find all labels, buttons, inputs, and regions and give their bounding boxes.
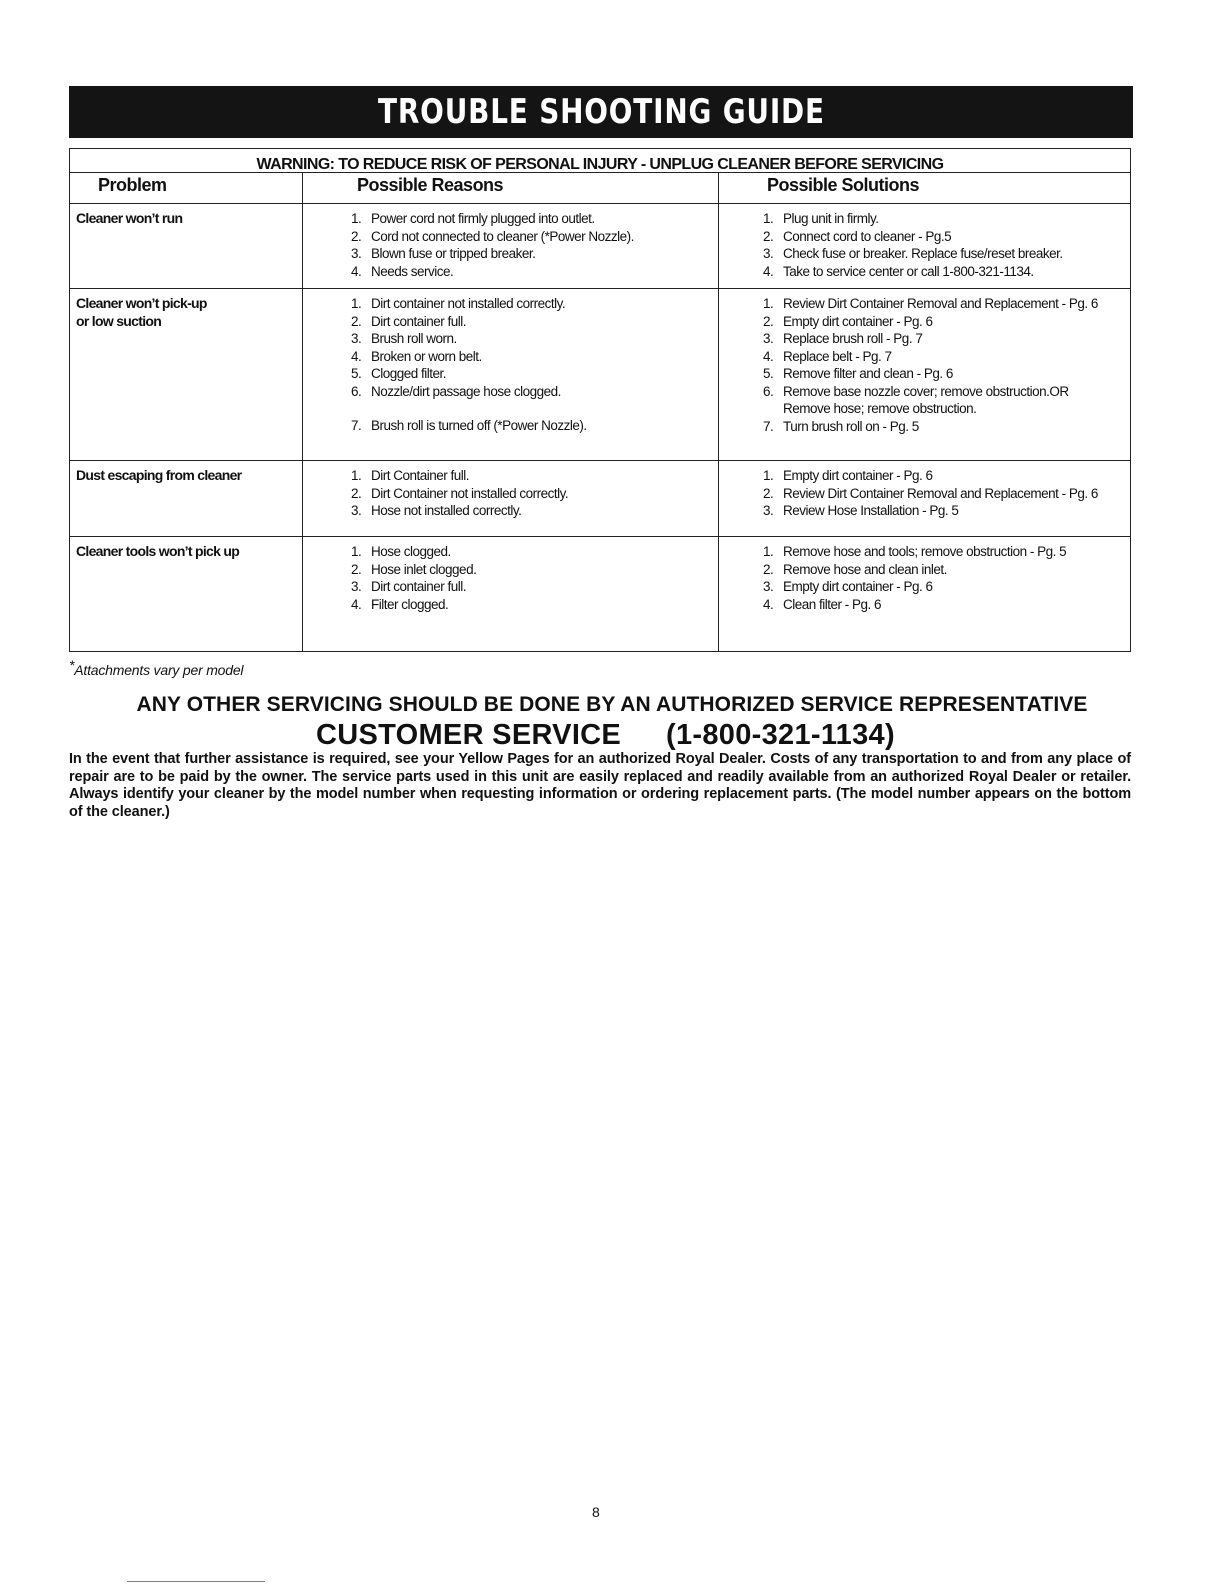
solutions-cell <box>718 537 1130 651</box>
item-number: 4. <box>351 596 362 612</box>
reason-item <box>351 485 718 503</box>
item-number: 5. <box>763 366 774 381</box>
reason-item <box>351 263 718 281</box>
item-number: 2. <box>351 561 362 577</box>
item-number: 3. <box>763 579 774 594</box>
page-title: TROUBLE SHOOTING GUIDE <box>377 92 825 132</box>
item-text: Brush roll worn. <box>371 331 457 346</box>
item-text: Filter clogged. <box>371 596 449 612</box>
item-text: Hose not installed correctly. <box>371 503 522 518</box>
item-text: Turn brush roll on - Pg. 5 <box>783 418 919 434</box>
reason-item <box>351 417 718 435</box>
item-text: Empty dirt container - Pg. 6 <box>783 468 933 483</box>
item-text: Dirt container full. <box>371 579 467 594</box>
item-number: 6. <box>351 383 362 399</box>
solution-item <box>763 485 1130 503</box>
solution-item <box>763 561 1130 579</box>
item-number: 6. <box>763 383 774 399</box>
item-text: Dirt Container full. <box>371 468 470 483</box>
item-text: Power cord not firmly plugged into outlet. <box>371 211 595 226</box>
item-number: 2. <box>351 313 362 329</box>
item-text: Review Dirt Container Removal and Replacement - Pg. 6 <box>783 485 1098 501</box>
solution-item <box>763 383 1130 401</box>
item-number: 2. <box>763 485 774 501</box>
item-number: 4. <box>351 348 362 364</box>
item-number: 3. <box>763 246 774 261</box>
solution-item <box>763 210 1130 228</box>
solution-item <box>763 502 1130 520</box>
item-text: Plug unit in firmly. <box>783 211 879 226</box>
item-number: 3. <box>351 331 362 346</box>
solution-item <box>763 313 1130 331</box>
item-number: 1. <box>351 211 362 226</box>
reason-item <box>351 543 718 561</box>
reason-item <box>351 365 718 383</box>
item-number: 1. <box>763 211 774 226</box>
item-text: Needs service. <box>371 263 454 279</box>
solution-item <box>763 295 1130 313</box>
item-number: 4. <box>351 263 362 279</box>
reason-item <box>351 578 718 596</box>
solution-item <box>763 543 1130 561</box>
solution-item <box>763 330 1130 348</box>
item-text: Dirt container full. <box>371 313 467 329</box>
item-number: 5. <box>351 366 362 381</box>
reasons-cell <box>302 289 718 460</box>
solution-item <box>763 263 1130 281</box>
item-number: 4. <box>763 348 774 364</box>
item-text: Remove filter and clean - Pg. 6 <box>783 366 953 381</box>
problem-text: Cleaner won’t pick-up <box>76 295 207 311</box>
solutions-cell <box>718 204 1130 288</box>
problem-cell <box>70 461 302 536</box>
table-row <box>70 289 1130 461</box>
problem-text: Dust escaping from cleaner <box>76 467 242 483</box>
reason-item <box>351 313 718 331</box>
item-number: 2. <box>763 313 774 329</box>
reason-item <box>351 596 718 614</box>
table-row <box>70 461 1130 537</box>
item-text: Take to service center or call 1-800-321-1134. <box>783 263 1034 279</box>
solutions-cell <box>718 461 1130 536</box>
reason-item <box>351 330 718 348</box>
problem-text: Cleaner tools won’t pick up <box>76 543 240 559</box>
footnote-text: Attachments vary per model <box>74 662 244 678</box>
item-text: Blown fuse or tripped breaker. <box>371 246 536 261</box>
item-text: Remove hose; remove obstruction. <box>783 401 977 416</box>
problem-text: Cleaner won’t run <box>76 210 183 226</box>
reason-item <box>351 245 718 263</box>
item-text: Empty dirt container - Pg. 6 <box>783 579 933 594</box>
solutions-list <box>719 204 1130 288</box>
item-text: Clean filter - Pg. 6 <box>783 596 882 612</box>
problem-cell <box>70 204 302 288</box>
solutions-list <box>719 537 1130 621</box>
item-text: Hose clogged. <box>371 544 451 559</box>
solutions-list <box>719 289 1130 443</box>
customer-service-phone: (1-800-321-1134) <box>666 719 895 751</box>
footnote-mark: * <box>69 657 75 673</box>
reasons-list <box>303 537 718 621</box>
item-text: Review Dirt Container Removal and Replacement - Pg. 6 <box>783 296 1098 311</box>
reason-item <box>351 383 718 401</box>
item-number: 2. <box>763 228 774 244</box>
problem-text-line2: or low suction <box>76 312 162 329</box>
reasons-list <box>303 204 718 288</box>
bottom-rule <box>127 1581 265 1582</box>
item-text: Remove hose and clean inlet. <box>783 561 947 577</box>
reason-item <box>351 502 718 520</box>
item-text: Replace brush roll - Pg. 7 <box>783 331 923 346</box>
reasons-list <box>303 289 718 443</box>
reasons-list <box>303 461 718 528</box>
item-number: 1. <box>763 468 774 483</box>
table-row <box>70 204 1130 289</box>
solutions-cell <box>718 289 1130 460</box>
footnote <box>69 657 243 678</box>
reason-item <box>351 210 718 228</box>
item-text: Cord not connected to cleaner (*Power Nozzle). <box>371 228 634 244</box>
item-number <box>351 400 371 417</box>
solution-item <box>763 418 1130 436</box>
table-row <box>70 537 1130 651</box>
warning-text: WARNING: TO REDUCE RISK OF PERSONAL INJURY - UNPLUG CLEANER BEFORE SERVICING <box>70 149 1130 173</box>
solution-item <box>763 467 1130 485</box>
item-number: 1. <box>351 468 362 483</box>
page-number: 8 <box>592 1504 600 1520</box>
reason-item <box>351 400 718 417</box>
problem-cell <box>70 537 302 651</box>
reason-item <box>351 348 718 366</box>
header-reasons: Possible Reasons <box>302 173 718 203</box>
item-text: Review Hose Installation - Pg. 5 <box>783 503 959 518</box>
item-number: 1. <box>351 296 362 311</box>
reason-item <box>351 561 718 579</box>
item-text: Dirt container not installed correctly. <box>371 296 566 311</box>
solution-item <box>763 228 1130 246</box>
troubleshooting-table <box>69 148 1131 652</box>
item-text: Empty dirt container - Pg. 6 <box>783 313 933 329</box>
customer-service-label: CUSTOMER SERVICE <box>316 719 622 751</box>
item-number: 2. <box>763 561 774 577</box>
table-header-row <box>70 173 1130 204</box>
item-text: Broken or worn belt. <box>371 348 482 364</box>
solution-item <box>763 365 1130 383</box>
item-number: 3. <box>763 331 774 346</box>
reason-item <box>351 295 718 313</box>
item-number: 7. <box>351 418 362 433</box>
reason-item <box>351 467 718 485</box>
item-text: Hose inlet clogged. <box>371 561 477 577</box>
item-number: 7. <box>763 418 774 434</box>
assistance-paragraph: In the event that further assistance is required, see your Yellow Pages for an authorized Royal Dealer. Costs of any transportation to and from any place of repair are to be paid by the owner. The service parts used in this unit are easily replaced and readily available from an authorized Royal Dealer or retailer. Always identify your cleaner by the model number when requesting information or ordering replacement parts. (The model number appears on the bottom of the cleaner.) <box>69 751 1131 820</box>
item-number: 1. <box>763 544 774 559</box>
reasons-cell <box>302 537 718 651</box>
item-text: Brush roll is turned off (*Power Nozzle). <box>371 418 587 433</box>
solution-item <box>763 578 1130 596</box>
item-text: Replace belt - Pg. 7 <box>783 348 892 364</box>
title-banner <box>69 86 1133 138</box>
solution-item <box>763 245 1130 263</box>
item-number: 3. <box>351 579 362 594</box>
header-solutions: Possible Solutions <box>718 173 1130 203</box>
solutions-list <box>719 461 1130 528</box>
item-number: 2. <box>351 228 362 244</box>
item-text: Nozzle/dirt passage hose clogged. <box>371 383 561 399</box>
item-text: Connect cord to cleaner - Pg.5 <box>783 228 952 244</box>
item-number: 3. <box>763 503 774 518</box>
item-number: 2. <box>351 485 362 501</box>
solution-item <box>763 348 1130 366</box>
item-text: Check fuse or breaker. Replace fuse/reset breaker. <box>783 246 1063 261</box>
reasons-cell <box>302 461 718 536</box>
solution-item <box>763 400 1130 418</box>
item-number: 4. <box>763 263 774 279</box>
solution-item <box>763 596 1130 614</box>
item-number: 3. <box>351 246 362 261</box>
header-problem: Problem <box>98 175 167 195</box>
service-rep-notice: ANY OTHER SERVICING SHOULD BE DONE BY AN AUTHORIZED SERVICE REPRESENTATIVE <box>136 693 1088 716</box>
item-text: Clogged filter. <box>371 366 447 381</box>
item-number: 1. <box>351 544 362 559</box>
item-number: 1. <box>763 296 774 311</box>
item-number: 4. <box>763 596 774 612</box>
item-text: Dirt Container not installed correctly. <box>371 485 569 501</box>
table-body <box>70 204 1130 651</box>
item-text: Remove base nozzle cover; remove obstruction.OR <box>783 383 1069 399</box>
reasons-cell <box>302 204 718 288</box>
reason-item <box>351 228 718 246</box>
item-number: 3. <box>351 503 362 518</box>
item-number <box>763 400 783 418</box>
problem-cell <box>70 289 302 460</box>
item-text: Remove hose and tools; remove obstruction - Pg. 5 <box>783 544 1067 559</box>
